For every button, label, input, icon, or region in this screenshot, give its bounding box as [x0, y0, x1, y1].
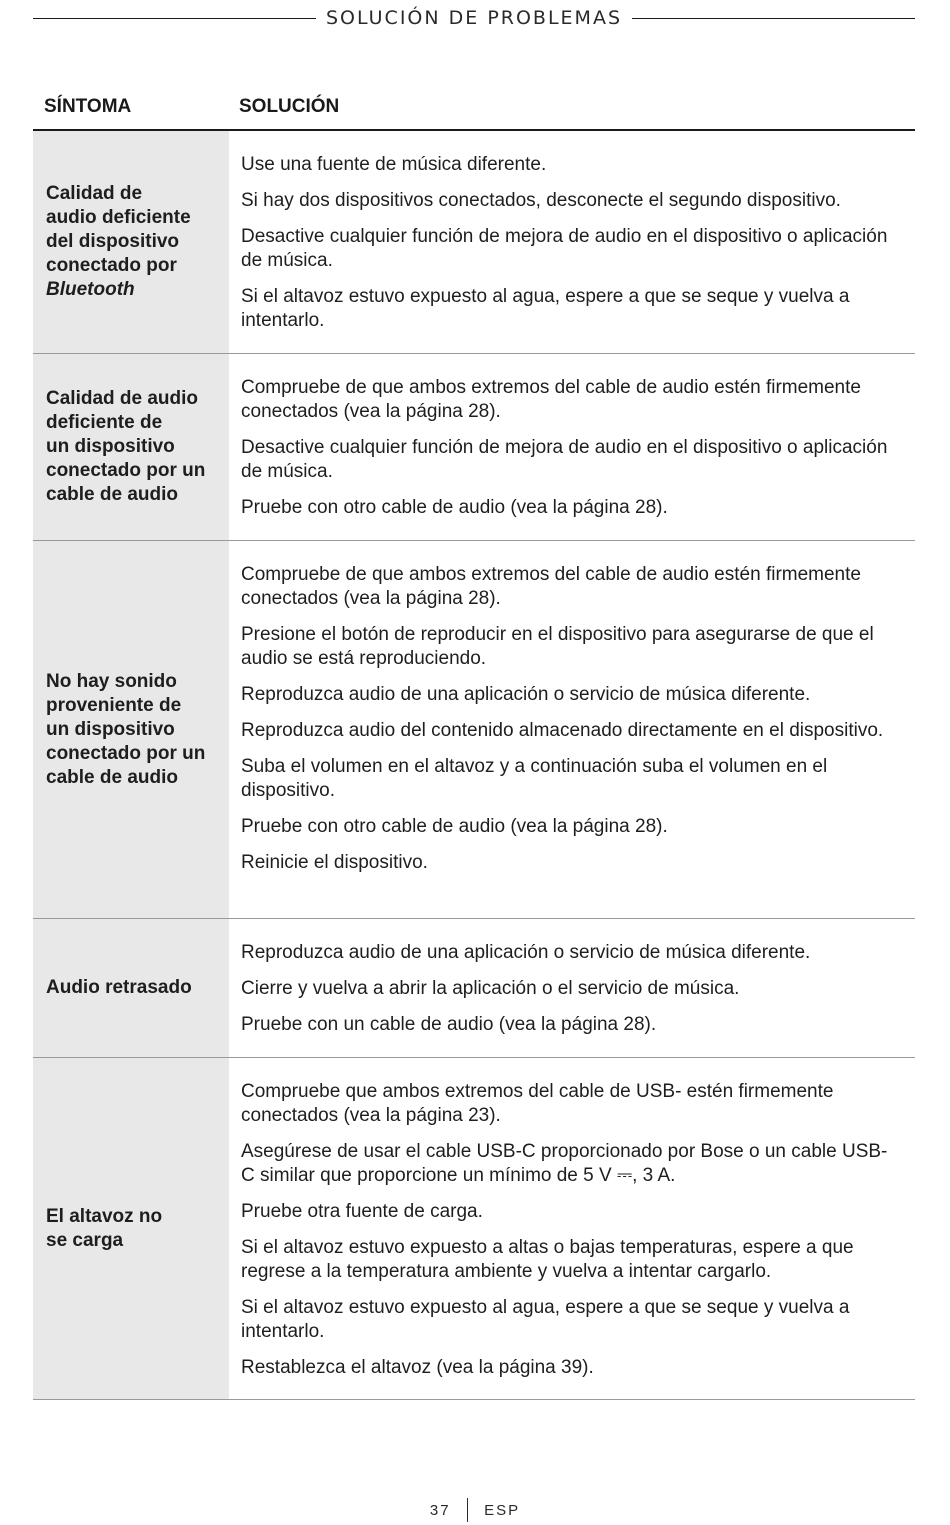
symptom-cell: [33, 354, 229, 540]
column-header-solution: SOLUCIÓN: [239, 96, 340, 117]
solution-item: Presione el botón de reproducir en el dispositivo para asegurarse de que el audio se está reproduciendo.: [241, 624, 874, 669]
symptom-line: conectado por un: [46, 742, 206, 764]
symptom-cell: [33, 541, 229, 918]
symptom-cell: [33, 131, 229, 353]
solution-item: Desactive cualquier función de mejora de audio en el dispositivo o aplicación de música.: [241, 437, 888, 482]
solution-item: Restablezca el altavoz (vea la página 39).: [241, 1357, 594, 1378]
page-header: [33, 5, 915, 31]
table-row: [33, 354, 915, 541]
solution-item: Si el altavoz estuvo expuesto a altas o bajas temperaturas, espere a que regrese a la temperatura ambiente y vuelva a intentar cargarlo.: [241, 1237, 854, 1282]
language-code: ESP: [484, 1501, 521, 1519]
symptom-line: se carga: [46, 1229, 124, 1251]
page-number: 37: [429, 1501, 451, 1519]
symptom-line: El altavoz no: [46, 1205, 163, 1227]
footer-separator: [467, 1498, 469, 1522]
troubleshooting-table: [33, 96, 915, 1400]
symptom-cell: [33, 1058, 229, 1399]
symptom-line-italic: Bluetooth: [46, 279, 135, 300]
header-rule-right: [632, 18, 915, 19]
column-header-symptom: SÍNTOMA: [44, 96, 132, 117]
solution-item: Reproduzca audio de una aplicación o servicio de música diferente.: [241, 684, 811, 705]
solution-item: Pruebe con otro cable de audio (vea la página 28).: [241, 816, 668, 837]
symptom-line: cable de audio: [46, 484, 178, 505]
solution-item: Reproduzca audio del contenido almacenado directamente en el dispositivo.: [241, 720, 884, 741]
header-rule-left: [33, 18, 316, 19]
symptom-line: un dispositivo: [46, 436, 175, 457]
page-title: SOLUCIÓN DE PROBLEMAS: [326, 7, 623, 29]
solution-item: Compruebe que ambos extremos del cable de USB- estén firmemente conectados (vea la página 23).: [241, 1081, 834, 1126]
table-row: [33, 919, 915, 1058]
page-footer: [0, 1498, 950, 1522]
symptom-line: Calidad de audio: [46, 388, 199, 409]
symptom-line: deficiente de: [46, 412, 163, 433]
table-row: [33, 1058, 915, 1400]
solution-cell: [229, 541, 915, 918]
solution-item: Si hay dos dispositivos conectados, desconecte el segundo dispositivo.: [241, 190, 841, 211]
solution-item: Si el altavoz estuvo expuesto al agua, espere a que se seque y vuelva a intentarlo.: [241, 286, 850, 331]
solution-item: Asegúrese de usar el cable USB-C proporcionado por Bose o un cable USB-C similar que proporcione un mínimo de 5 V ⎓, 3 A.: [241, 1141, 888, 1186]
solution-item: Desactive cualquier función de mejora de audio en el dispositivo o aplicación de música.: [241, 226, 888, 271]
symptom-cell: [33, 919, 229, 1057]
symptom-line: Calidad de: [46, 183, 143, 204]
solution-cell: [229, 354, 915, 540]
solution-item: Suba el volumen en el altavoz y a continuación suba el volumen en el dispositivo.: [241, 756, 828, 801]
table-header: [33, 96, 915, 131]
solution-item: Pruebe otra fuente de carga.: [241, 1201, 483, 1222]
symptom-line: conectado por un: [46, 460, 206, 481]
solution-item: Pruebe con otro cable de audio (vea la página 28).: [241, 497, 668, 518]
solution-item: Reinicie el dispositivo.: [241, 852, 428, 873]
symptom-line: un dispositivo: [46, 718, 175, 740]
symptom-line: No hay sonido: [46, 670, 177, 692]
table-row: [33, 541, 915, 919]
solution-cell: [229, 919, 915, 1057]
symptom-line: Audio retrasado: [46, 977, 192, 998]
solution-cell: [229, 1058, 915, 1399]
solution-item: Compruebe de que ambos extremos del cable de audio estén firmemente conectados (vea la página 28).: [241, 377, 861, 422]
solution-item: Reproduzca audio de una aplicación o servicio de música diferente.: [241, 942, 811, 963]
symptom-line: del dispositivo: [46, 231, 180, 252]
symptom-line: cable de audio: [46, 766, 178, 788]
solution-item: Si el altavoz estuvo expuesto al agua, espere a que se seque y vuelva a intentarlo.: [241, 1297, 850, 1342]
solution-item: Compruebe de que ambos extremos del cable de audio estén firmemente conectados (vea la página 28).: [241, 564, 861, 609]
solution-item: Pruebe con un cable de audio (vea la página 28).: [241, 1014, 657, 1035]
solution-item: Cierre y vuelva a abrir la aplicación o el servicio de música.: [241, 978, 740, 999]
table-row: [33, 131, 915, 354]
solution-item: Use una fuente de música diferente.: [241, 154, 547, 175]
solution-cell: [229, 131, 915, 353]
symptom-line: audio deficiente: [46, 207, 191, 228]
symptom-line: proveniente de: [46, 694, 182, 716]
symptom-line: conectado por: [46, 255, 177, 276]
